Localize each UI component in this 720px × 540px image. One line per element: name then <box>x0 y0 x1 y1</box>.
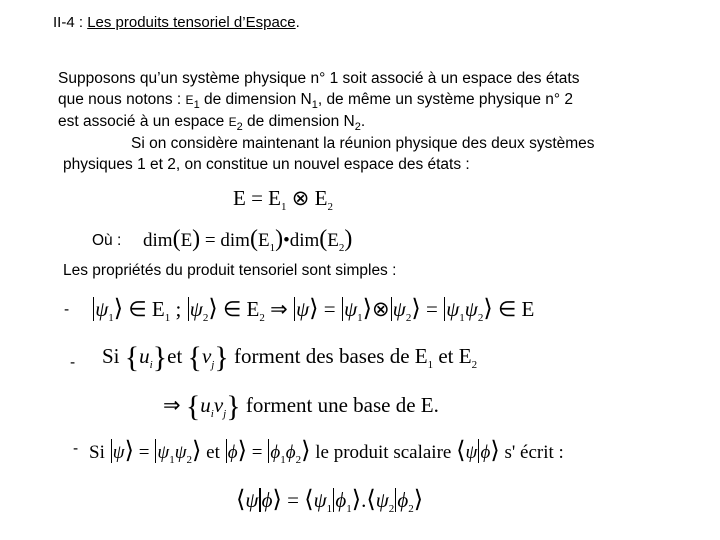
intro-paragraph <box>58 68 595 175</box>
intro-line-4: Si on considère maintenant la réunion physique des deux systèmes <box>131 135 595 152</box>
properties-intro: Les propriétés du produit tensoriel sont simples : <box>63 262 397 279</box>
property-2-line-1: Si $\{u_i\}et$ $\{v_j\}$ forment des bases de $E_1$ et $E_2$ <box>102 341 478 374</box>
section-heading <box>53 14 300 31</box>
property-3-line-2: ⟨ψ ϕ⟩ = $⟨\psi_1$ $\phi_1⟩.⟨\psi_2$ $\phi_2⟩$ <box>236 487 424 516</box>
property-2-line-2: ⇒ $\{u_iv_j\}$ forment une base de E. <box>163 390 439 423</box>
heading-number: II-4 : <box>53 14 88 31</box>
intro-line-3: est associé à un espace $E_2$ de dimension $N_2$. <box>58 113 366 134</box>
intro-line-5: physiques 1 et 2, on constitue un nouvel espace des états : <box>63 156 470 173</box>
property-3-line-1: Si ψ⟩ = $\psi_1\psi_2⟩$ et ϕ⟩ = $\phi_1\phi_2⟩$ le produit scalaire ⟨ψ ϕ⟩ s' écrit : <box>89 438 564 466</box>
heading-title: Les produits tensoriel d’Espace <box>87 14 296 31</box>
dash-1: - <box>64 301 70 318</box>
dash-2: - <box>70 354 76 371</box>
dimension-equation: $dim(E) = dim(E_1)•dim(E_2)$ <box>143 226 353 254</box>
intro-line-1: Supposons qu’un système physique n° 1 soit associé à un espace des états <box>58 70 580 87</box>
dash-3: - <box>73 440 79 457</box>
tensor-product-equation: $E = E_1$ ⊗ $E_2$ <box>233 186 333 214</box>
ou-label: Où : <box>92 232 122 249</box>
heading-period: . <box>295 14 300 31</box>
intro-line-2: que nous notons : $E_1$ de dimension $N_1$, de même un système physique n° 2 <box>58 91 574 112</box>
property-1-equation: $\psi_1⟩$ ∈ $E_1$ ; $\psi_2⟩$ ∈ $E_2$ ⇒ ψ⟩ = $\psi_1⟩\otimes$ $\psi_2⟩$ = $\psi_1\psi_2⟩$ ∈ E <box>92 294 534 323</box>
